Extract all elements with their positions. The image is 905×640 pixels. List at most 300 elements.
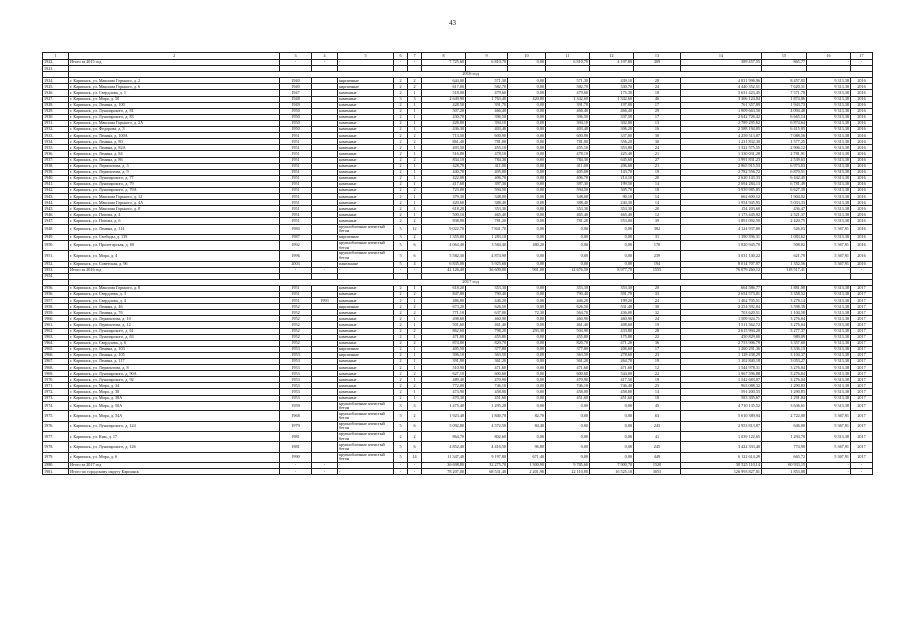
table-cell: 864,70 <box>422 432 466 442</box>
table-cell: 3 276,04 <box>762 322 807 328</box>
table-cell: 403,40 <box>546 127 590 133</box>
table-cell: 3 276,04 <box>762 377 807 383</box>
table-cell: 671,40 <box>508 452 546 462</box>
table-cell: 1978. <box>43 442 69 452</box>
table-cell: 4 710 135,52 <box>681 401 762 411</box>
table-cell: каменные <box>338 120 394 126</box>
table-cell: 1959. <box>43 310 69 316</box>
column-number-cell: 13 <box>634 53 681 60</box>
table-cell: 2016 <box>851 78 873 84</box>
table-cell: г. Карпинск, ул. Ленина, д. 82А <box>69 145 280 151</box>
table-cell: 391,70 <box>546 102 590 108</box>
table-cell: 0,00 <box>508 359 546 365</box>
table-cell: 2017 <box>851 383 873 389</box>
table-cell: 0,00 <box>546 421 590 431</box>
table-cell: 12 <box>634 365 681 371</box>
table-cell: - <box>807 60 851 66</box>
table-cell: 466,40 <box>546 108 590 114</box>
table-cell: 460,90 <box>590 316 634 322</box>
table-cell: 2 <box>394 212 408 218</box>
table-cell: г. Карпинск, ул. Максима Горького, д. 12 <box>69 194 280 200</box>
table-cell: 2017 <box>851 421 873 431</box>
table-cell: панельные <box>338 261 394 267</box>
table-cell: г. Карпинск, ул. Ленина, д. 100 <box>69 102 280 108</box>
table-row <box>43 432 873 442</box>
table-cell: 330,70 <box>590 84 634 90</box>
table-cell: 78 207,00 <box>422 469 466 475</box>
table-cell: 0,00 <box>508 194 546 200</box>
table-cell: 405,00 <box>546 169 590 175</box>
table-cell: 2016 <box>851 96 873 102</box>
table-cell: 2017 <box>851 334 873 340</box>
table-cell: 14 <box>634 194 681 200</box>
table-cell: 498,60 <box>422 316 466 322</box>
table-cell: 84,40 <box>508 421 546 431</box>
table-cell: 2 649,90 <box>422 96 466 102</box>
table-cell: каменные <box>338 212 394 218</box>
table-cell: 32 <box>634 310 681 316</box>
table-cell: 465,40 <box>590 212 634 218</box>
table-cell: 465,40 <box>466 212 508 218</box>
table-cell: 0,00 <box>508 169 546 175</box>
table-cell: 126 993 827,81 <box>681 469 762 475</box>
table-cell: 1 294,70 <box>762 432 807 442</box>
table-cell: 394,10 <box>466 120 508 126</box>
table-cell: г. Карпинск, ул. Мира, д. 4 <box>69 251 280 261</box>
table-cell: - <box>280 267 312 273</box>
table-cell: г. Карпинск, ул. Максима Горького, д. 8 <box>69 206 280 212</box>
table-cell: 2 620 143,33 <box>681 175 762 181</box>
table-cell: 0,00 <box>508 395 546 401</box>
table-cell: 500,10 <box>422 212 466 218</box>
table-cell: 600,90 <box>546 133 590 139</box>
table-cell: - <box>312 267 338 273</box>
year-group-label: 2016 год <box>69 72 873 78</box>
table-cell: 0,00 <box>546 261 590 267</box>
table-cell: 2016 <box>851 194 873 200</box>
table-cell: 19 <box>634 322 681 328</box>
table-cell: 7 725,60 <box>422 60 466 66</box>
table-cell: 4 572,50 <box>466 421 508 431</box>
table-cell: 0,00 <box>590 261 634 267</box>
table-cell: 465,40 <box>546 212 590 218</box>
table-cell: 1 <box>408 212 422 218</box>
table-cell: 9 313,38 <box>807 346 851 352</box>
table-cell: 6 <box>408 442 422 452</box>
table-cell: - <box>280 462 312 468</box>
table-cell: г. Карпинск, ул. Луначарского, д. 81 <box>69 108 280 114</box>
table-cell: 1940 <box>280 78 312 84</box>
table-cell: 2016 <box>851 175 873 181</box>
table-cell: 2 <box>408 78 422 84</box>
table-cell: 1951 <box>280 206 312 212</box>
table-cell: 446,20 <box>466 298 508 304</box>
table-cell: 2016 <box>851 200 873 206</box>
table-cell: 24 <box>634 298 681 304</box>
table-cell: 1 923,40 <box>422 411 466 421</box>
table-cell: 1954. <box>43 273 69 279</box>
table-cell: 9 313,38 <box>807 359 851 365</box>
table-cell: крупноблочные ячеистый бетон <box>338 442 394 452</box>
table-cell: 621,79 <box>762 251 807 261</box>
table-cell: г. Карпинск, ул. Максима Горького, д. 6 <box>69 84 280 90</box>
table-cell: 1950 <box>280 108 312 114</box>
table-cell: 2 <box>394 395 408 401</box>
table-cell: 7 900,70 <box>590 462 634 468</box>
table-cell: 1951 <box>280 194 312 200</box>
table-cell: 4 197,80 <box>590 60 634 66</box>
table-cell: 6 <box>408 421 422 431</box>
table-cell: каменные <box>338 200 394 206</box>
table-cell: 2016 <box>851 102 873 108</box>
table-cell: 703 620,51 <box>681 310 762 316</box>
table-cell: 582,70 <box>466 84 508 90</box>
table-cell: каменные <box>338 102 394 108</box>
table-cell: 2016 <box>851 139 873 145</box>
table-cell: 1972. <box>43 389 69 395</box>
table-cell: 17 <box>634 102 681 108</box>
table-cell: 353,30 <box>466 285 508 291</box>
table-cell: 0,00 <box>508 114 546 120</box>
column-number-cell: 10 <box>508 53 546 60</box>
table-cell: 2 953 813,87 <box>681 421 762 431</box>
table-cell: 466,40 <box>466 108 508 114</box>
table-cell: 2 <box>394 78 408 84</box>
table-cell: - <box>851 469 873 475</box>
table-cell: 36 609,00 <box>466 267 508 273</box>
table-cell: 3 598,39 <box>762 304 807 310</box>
table-cell: каменные <box>338 139 394 145</box>
table-cell: - <box>394 267 408 273</box>
table-cell: 1 <box>408 395 422 401</box>
column-number-cell: 12 <box>590 53 634 60</box>
table-cell: 471,60 <box>590 365 634 371</box>
table-cell: 564,70 <box>546 310 590 316</box>
table-cell: каменные <box>338 285 394 291</box>
table-cell: 0,00 <box>508 251 546 261</box>
table-cell: 2017 <box>851 340 873 346</box>
table-cell: 1 <box>408 169 422 175</box>
table-cell: 2 <box>408 234 422 240</box>
table-cell: 2 <box>408 310 422 316</box>
table-cell: 2017 <box>851 365 873 371</box>
table-cell: 2 <box>408 328 422 334</box>
table-cell: 617,00 <box>422 84 466 90</box>
table-cell: 60 933,15 <box>762 462 807 468</box>
table-cell: 0,00 <box>508 234 546 240</box>
table-cell: 0,00 <box>508 181 546 187</box>
table-cell: 2 <box>394 127 408 133</box>
table-cell: 0,00 <box>590 421 634 431</box>
table-cell: 6 973,03 <box>762 163 807 169</box>
table-cell: 1 991 831,23 <box>681 157 762 163</box>
table-cell: 1981 <box>280 432 312 442</box>
table-cell: г. Карпинск, ул. Мира, д. 34 <box>69 383 280 389</box>
table-row <box>43 452 873 462</box>
table-cell: - <box>338 60 394 66</box>
table-cell: 2 <box>394 359 408 365</box>
table-cell: 6 870,51 <box>762 169 807 175</box>
table-cell: 600,90 <box>466 133 508 139</box>
table-cell: г. Карпинск, ул. Мира, д. 54А <box>69 411 280 421</box>
table-cell: 1 128 438,29 <box>681 352 762 358</box>
table-cell: 2016 <box>851 212 873 218</box>
table-cell: 2 <box>394 383 408 389</box>
table-cell: 1934. <box>43 139 69 145</box>
table-cell: 348,00 <box>546 194 590 200</box>
table-cell: г. Карпинск, ул. Лермонтова, д. 12 <box>69 322 280 328</box>
table-cell: 0,00 <box>508 175 546 181</box>
table-cell: 1959 <box>280 401 312 411</box>
table-cell: 6 665,14 <box>762 114 807 120</box>
table-cell: 1 <box>408 181 422 187</box>
table-cell: 363,50 <box>546 352 590 358</box>
table-cell: 1938. <box>43 163 69 169</box>
table-cell: 12 <box>634 212 681 218</box>
table-cell: 1950. <box>43 240 69 250</box>
table-cell: 436,47 <box>762 206 807 212</box>
table-cell: 600,60 <box>466 371 508 377</box>
table-cell: 1 330 031,28 <box>681 151 762 157</box>
table-cell: г. Карпинск, ул. Мира, д. 6 <box>69 452 280 462</box>
table-cell: 2016 <box>851 151 873 157</box>
table-cell: 22 <box>634 334 681 340</box>
table-cell: 16 <box>634 127 681 133</box>
table-cell: каменные <box>338 90 394 96</box>
table-cell: 1956. <box>43 291 69 297</box>
table-cell: 1937. <box>43 157 69 163</box>
table-cell: 39 <box>634 218 681 224</box>
table-cell: 5 367,91 <box>807 261 851 267</box>
table-cell: 2017 <box>851 377 873 383</box>
table-cell: 388,40 <box>546 200 590 206</box>
table-cell: г. Карпинск, ул. Советская, д. 96 <box>69 261 280 267</box>
table-cell: 14 <box>634 181 681 187</box>
table-cell: 1951 <box>280 298 312 304</box>
table-cell: 798,20 <box>466 328 508 334</box>
table-cell: 22 <box>634 371 681 377</box>
table-cell: 14 <box>408 452 422 462</box>
table-cell: 21 <box>634 151 681 157</box>
table-cell: 0,00 <box>508 371 546 377</box>
table-cell: 32 275,70 <box>466 462 508 468</box>
table-cell: 1 <box>408 389 422 395</box>
table-cell: 2 <box>394 328 408 334</box>
table-cell: каменные <box>338 163 394 169</box>
table-cell: 353,80 <box>590 145 634 151</box>
table-cell: 2 <box>408 432 422 442</box>
table-cell: 3 104,37 <box>762 352 807 358</box>
table-cell: 2 <box>394 151 408 157</box>
table-cell: 428,50 <box>422 102 466 108</box>
table-cell: 302,80 <box>590 120 634 126</box>
table-cell: 1951 <box>280 157 312 163</box>
table-cell: г. Карпинск, ул. Лермонтова, д. 10 <box>69 316 280 322</box>
table-cell: г. Карпинск, ул. Лермонтова, д. 9 <box>69 169 280 175</box>
table-cell: 1977. <box>43 432 69 442</box>
table-cell: 45 <box>634 401 681 411</box>
table-cell: 2017 <box>851 328 873 334</box>
table-cell: 1940 <box>280 84 312 90</box>
table-cell: 12 <box>408 224 422 234</box>
table-cell: 1962. <box>43 328 69 334</box>
table-cell: г. Карпинск, ул. Свердлова, д. 1 <box>69 90 280 96</box>
table-cell: кирпичные <box>338 304 394 310</box>
table-cell: 455,10 <box>466 145 508 151</box>
table-cell: 2017 <box>851 401 873 411</box>
table-cell: 1971. <box>43 383 69 389</box>
table-cell: 363,50 <box>466 352 508 358</box>
table-cell: 618,20 <box>422 285 466 291</box>
table-cell: 33 <box>634 291 681 297</box>
table-cell: 510,90 <box>422 365 466 371</box>
table-cell: 7 841,70 <box>466 224 508 234</box>
table-cell: 1996 <box>280 251 312 261</box>
table-cell: 406,70 <box>466 175 508 181</box>
table-cell: крупноблочные ячеистый бетон <box>338 411 394 421</box>
table-cell: 0,00 <box>508 340 546 346</box>
table-cell: 9 313,38 <box>807 234 851 240</box>
table-cell: 471,20 <box>590 340 634 346</box>
table-cell: г. Карпинск, ул. Попова, д. 4 <box>69 212 280 218</box>
table-cell: 408,60 <box>590 322 634 328</box>
table-cell: 2016 <box>851 169 873 175</box>
table-cell: 6 122 614,29 <box>681 452 762 462</box>
table-cell: 1958. <box>43 304 69 310</box>
table-cell: 9 313,38 <box>807 304 851 310</box>
table-cell: 353,30 <box>590 285 634 291</box>
table-cell: 9 313,38 <box>807 200 851 206</box>
table-cell: 0,00 <box>590 240 634 250</box>
table-cell: 4 124 937,00 <box>681 224 762 234</box>
table-cell: г. Карпинск, ул. Мира, д. 50А <box>69 401 280 411</box>
table-cell: 4 <box>408 261 422 267</box>
table-cell: 2 <box>408 340 422 346</box>
table-cell: 199,20 <box>590 298 634 304</box>
table-cell: 1952 <box>280 316 312 322</box>
table-cell: 278,60 <box>590 352 634 358</box>
column-number-cell: 4 <box>312 53 338 60</box>
table-cell: 348,00 <box>466 194 508 200</box>
table-cell: г. Карпинск, ул. Мира, д. 38 <box>69 389 280 395</box>
table-cell: 507,20 <box>422 108 466 114</box>
table-cell: 0,00 <box>590 432 634 442</box>
table-cell: 9 313,38 <box>807 328 851 334</box>
table-cell: 2016 <box>851 187 873 193</box>
table-cell: 1555 <box>634 267 681 273</box>
table-cell: 1949 <box>280 102 312 108</box>
table-cell: 1953 <box>280 383 312 389</box>
table-cell: г. Карпинск, ул. Ленина, д. 117 <box>69 359 280 365</box>
table-cell: 4 831 996,96 <box>681 78 762 84</box>
table-cell: 293,30 <box>508 328 546 334</box>
table-cell: 388,40 <box>466 200 508 206</box>
table-cell: 2016 <box>851 251 873 261</box>
table-row <box>43 224 873 234</box>
table-cell: 1 <box>408 127 422 133</box>
table-cell: 9 313,38 <box>807 291 851 297</box>
table-cell: г. Карпинск, ул. Луначарского, д. 79 <box>69 181 280 187</box>
table-cell: 9 313,38 <box>807 127 851 133</box>
table-cell: 2 753 906,79 <box>681 340 762 346</box>
table-cell: г. Карпинск, ул. Федорова, д. 3 <box>69 127 280 133</box>
table-cell: 0,00 <box>508 187 546 193</box>
table-cell: 6 810,70 <box>466 60 508 66</box>
table-cell: 5 367,91 <box>807 251 851 261</box>
column-number-cell: 11 <box>546 53 590 60</box>
table-cell: 0,00 <box>508 120 546 126</box>
table-cell: 0,00 <box>546 401 590 411</box>
table-cell: г. Карпинск, ул. Максима Горького, д. 2А <box>69 120 280 126</box>
table-cell: каменные <box>338 291 394 297</box>
table-cell: 9 313,38 <box>807 401 851 411</box>
table-cell: 240,30 <box>590 200 634 206</box>
table-cell: 9 197,80 <box>466 452 508 462</box>
table-cell: 1 853,08 <box>762 469 807 475</box>
table-cell: 3 <box>408 401 422 411</box>
table-cell: 5 <box>394 251 408 261</box>
table-cell: 1961. <box>43 322 69 328</box>
table-cell: 1 475,40 <box>422 401 466 411</box>
table-cell: 1952 <box>280 304 312 310</box>
table-cell: 0,00 <box>508 352 546 358</box>
table-cell: 2003 <box>280 261 312 267</box>
table-cell: 0,00 <box>508 151 546 157</box>
table-cell: - <box>408 462 422 468</box>
table-cell: 451,60 <box>590 395 634 401</box>
table-cell: 2 <box>394 340 408 346</box>
table-cell: 2 <box>394 84 408 90</box>
table-cell: 1951 <box>280 175 312 181</box>
table-cell: 1 231 832,30 <box>681 139 762 145</box>
table-cell: 2 <box>394 389 408 395</box>
table-cell: 1979. <box>43 452 69 462</box>
table-cell: 2 906,12 <box>762 145 807 151</box>
table-cell: каменные <box>338 175 394 181</box>
table-cell: 0,00 <box>546 432 590 442</box>
table-cell: 1 <box>408 90 422 96</box>
table-cell: 9 313,38 <box>807 151 851 157</box>
table-cell: 9 313,38 <box>807 310 851 316</box>
table-cell: 8 014 707,97 <box>681 261 762 267</box>
table-cell: 1 102 840,18 <box>681 359 762 365</box>
table-cell: кирпичные <box>338 352 394 358</box>
table-cell: г. Карпинск, ул. Ленина, д. 114 <box>69 224 280 234</box>
table-cell: 9 313,38 <box>807 285 851 291</box>
table-cell: 2016 <box>851 157 873 163</box>
table-cell: 1946. <box>43 212 69 218</box>
table-cell: 862,60 <box>422 328 466 334</box>
table-cell: 1975. <box>43 411 69 421</box>
table-cell: 2016 <box>851 224 873 234</box>
table-cell: 14 <box>634 389 681 395</box>
table-cell: 436,00 <box>590 310 634 316</box>
table-cell: 781,00 <box>546 139 590 145</box>
table-cell: 430,70 <box>422 114 466 120</box>
table-cell: 389 457,55 <box>681 60 762 66</box>
table-cell: 9 313,38 <box>807 169 851 175</box>
table-cell: 901,00 <box>508 267 546 273</box>
table-cell: г. Карпинск, ул. Ленина, д. 105 <box>69 352 280 358</box>
table-cell: 723,00 <box>422 187 466 193</box>
table-cell: - <box>807 462 851 468</box>
table-cell: 0,00 <box>508 145 546 151</box>
table-cell: 1 <box>408 200 422 206</box>
table-cell: 305,70 <box>590 187 634 193</box>
table-cell: 2 <box>408 218 422 224</box>
table-cell: 446,20 <box>546 298 590 304</box>
table-cell: 3 584,40 <box>466 240 508 250</box>
